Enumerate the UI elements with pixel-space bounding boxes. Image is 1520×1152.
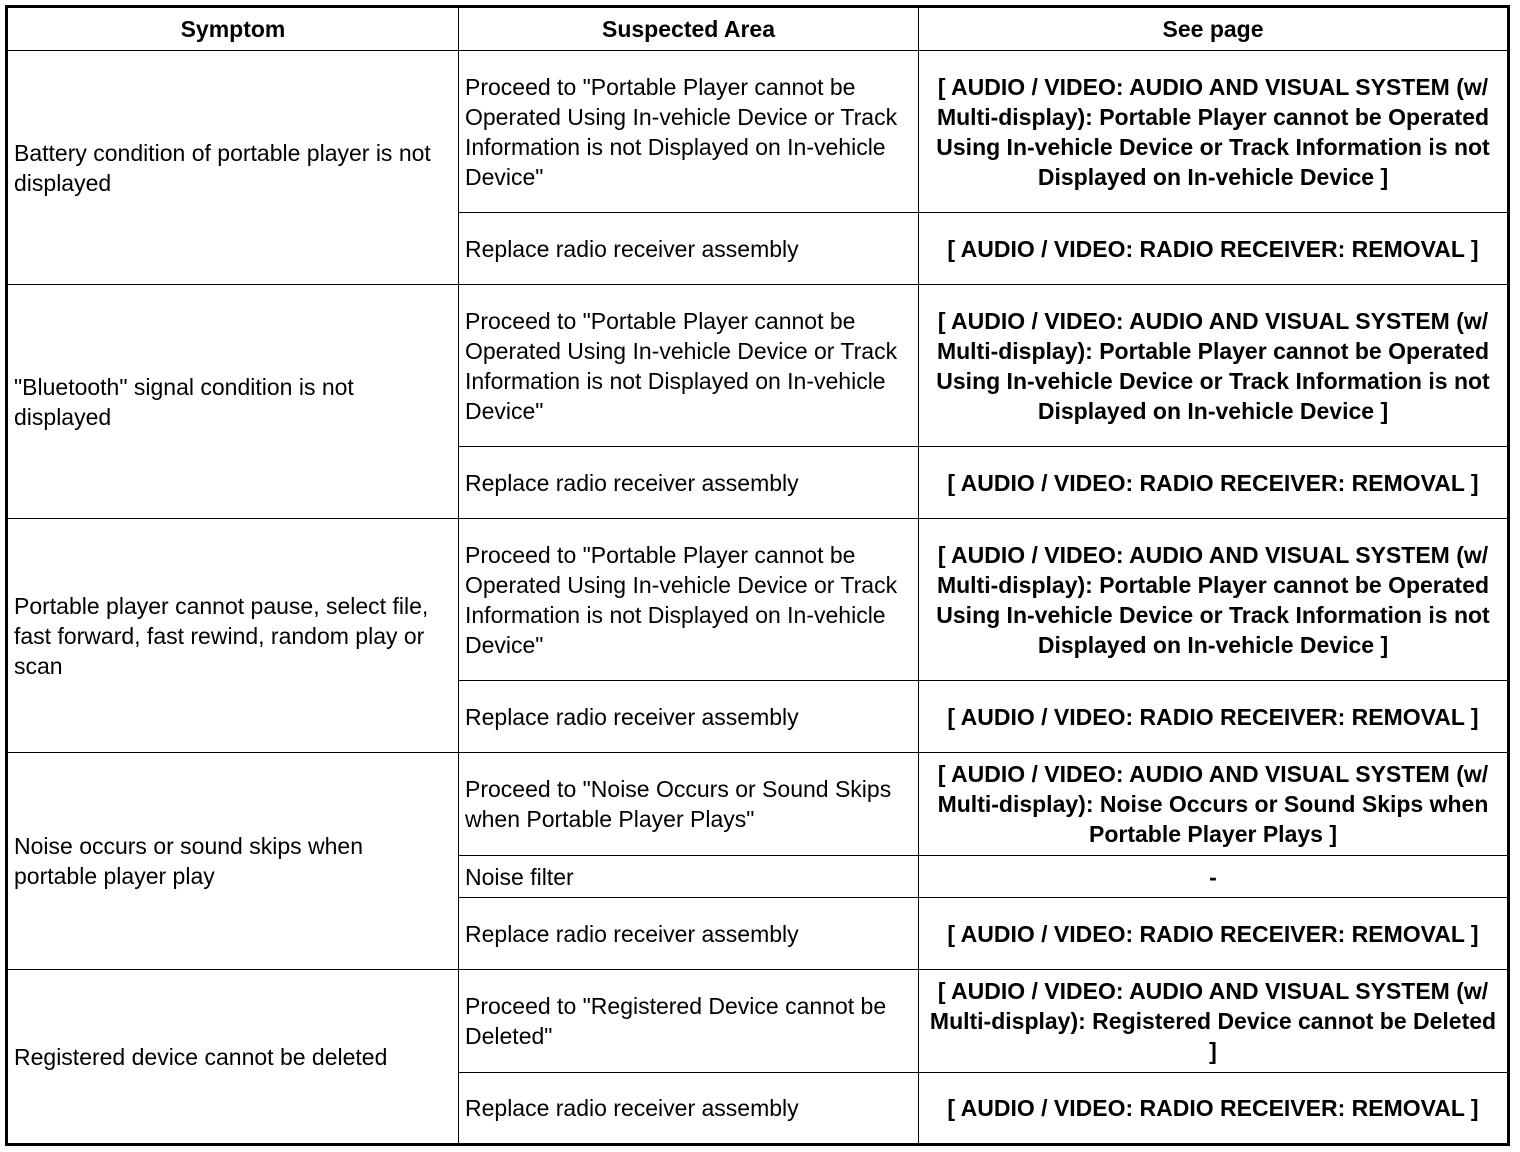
table-row <box>7 51 1509 213</box>
see-page-cell: [ AUDIO / VIDEO: AUDIO AND VISUAL SYSTEM (w/ Multi-display): Noise Occurs or Sound Skips when Portable Player Plays ] <box>919 753 1509 856</box>
symptom-cell: Battery condition of portable player is not displayed <box>7 51 459 285</box>
header-row <box>7 7 1509 51</box>
see-page-cell: [ AUDIO / VIDEO: AUDIO AND VISUAL SYSTEM (w/ Multi-display): Portable Player cannot be Operated Using In-vehicle Device or Track Information is not Displayed on In-vehicle Device ] <box>919 519 1509 681</box>
suspected-area-cell: Replace radio receiver assembly <box>459 1073 919 1145</box>
suspected-area-cell: Replace radio receiver assembly <box>459 681 919 753</box>
suspected-area-cell: Proceed to "Portable Player cannot be Operated Using In-vehicle Device or Track Information is not Displayed on In-vehicle Device" <box>459 519 919 681</box>
suspected-area-cell: Proceed to "Registered Device cannot be Deleted" <box>459 970 919 1073</box>
symptom-cell: Portable player cannot pause, select file, fast forward, fast rewind, random play or scan <box>7 519 459 753</box>
table-row <box>7 753 1509 856</box>
suspected-area-cell: Proceed to "Noise Occurs or Sound Skips when Portable Player Plays" <box>459 753 919 856</box>
see-page-cell: [ AUDIO / VIDEO: AUDIO AND VISUAL SYSTEM (w/ Multi-display): Portable Player cannot be Operated Using In-vehicle Device or Track Information is not Displayed on In-vehicle Device ] <box>919 285 1509 447</box>
table-row <box>7 519 1509 681</box>
see-page-cell: [ AUDIO / VIDEO: RADIO RECEIVER: REMOVAL ] <box>919 681 1509 753</box>
see-page-cell: [ AUDIO / VIDEO: RADIO RECEIVER: REMOVAL ] <box>919 898 1509 970</box>
header-suspected-area: Suspected Area <box>459 7 919 51</box>
symptom-cell: Noise occurs or sound skips when portable player play <box>7 753 459 970</box>
suspected-area-cell: Proceed to "Portable Player cannot be Operated Using In-vehicle Device or Track Information is not Displayed on In-vehicle Device" <box>459 285 919 447</box>
suspected-area-cell: Replace radio receiver assembly <box>459 447 919 519</box>
symptom-table <box>5 5 1510 1146</box>
see-page-cell: [ AUDIO / VIDEO: RADIO RECEIVER: REMOVAL ] <box>919 213 1509 285</box>
suspected-area-cell: Replace radio receiver assembly <box>459 898 919 970</box>
suspected-area-cell: Noise filter <box>459 856 919 898</box>
see-page-cell: - <box>919 856 1509 898</box>
see-page-cell: [ AUDIO / VIDEO: RADIO RECEIVER: REMOVAL ] <box>919 1073 1509 1145</box>
header-symptom: Symptom <box>7 7 459 51</box>
header-see-page: See page <box>919 7 1509 51</box>
see-page-cell: [ AUDIO / VIDEO: RADIO RECEIVER: REMOVAL ] <box>919 447 1509 519</box>
see-page-cell: [ AUDIO / VIDEO: AUDIO AND VISUAL SYSTEM (w/ Multi-display): Registered Device cannot be Deleted ] <box>919 970 1509 1073</box>
symptom-cell: "Bluetooth" signal condition is not displayed <box>7 285 459 519</box>
table-row <box>7 285 1509 447</box>
symptom-cell: Registered device cannot be deleted <box>7 970 459 1145</box>
see-page-cell: [ AUDIO / VIDEO: AUDIO AND VISUAL SYSTEM (w/ Multi-display): Portable Player cannot be Operated Using In-vehicle Device or Track Information is not Displayed on In-vehicle Device ] <box>919 51 1509 213</box>
suspected-area-cell: Replace radio receiver assembly <box>459 213 919 285</box>
suspected-area-cell: Proceed to "Portable Player cannot be Operated Using In-vehicle Device or Track Information is not Displayed on In-vehicle Device" <box>459 51 919 213</box>
table-row <box>7 970 1509 1073</box>
